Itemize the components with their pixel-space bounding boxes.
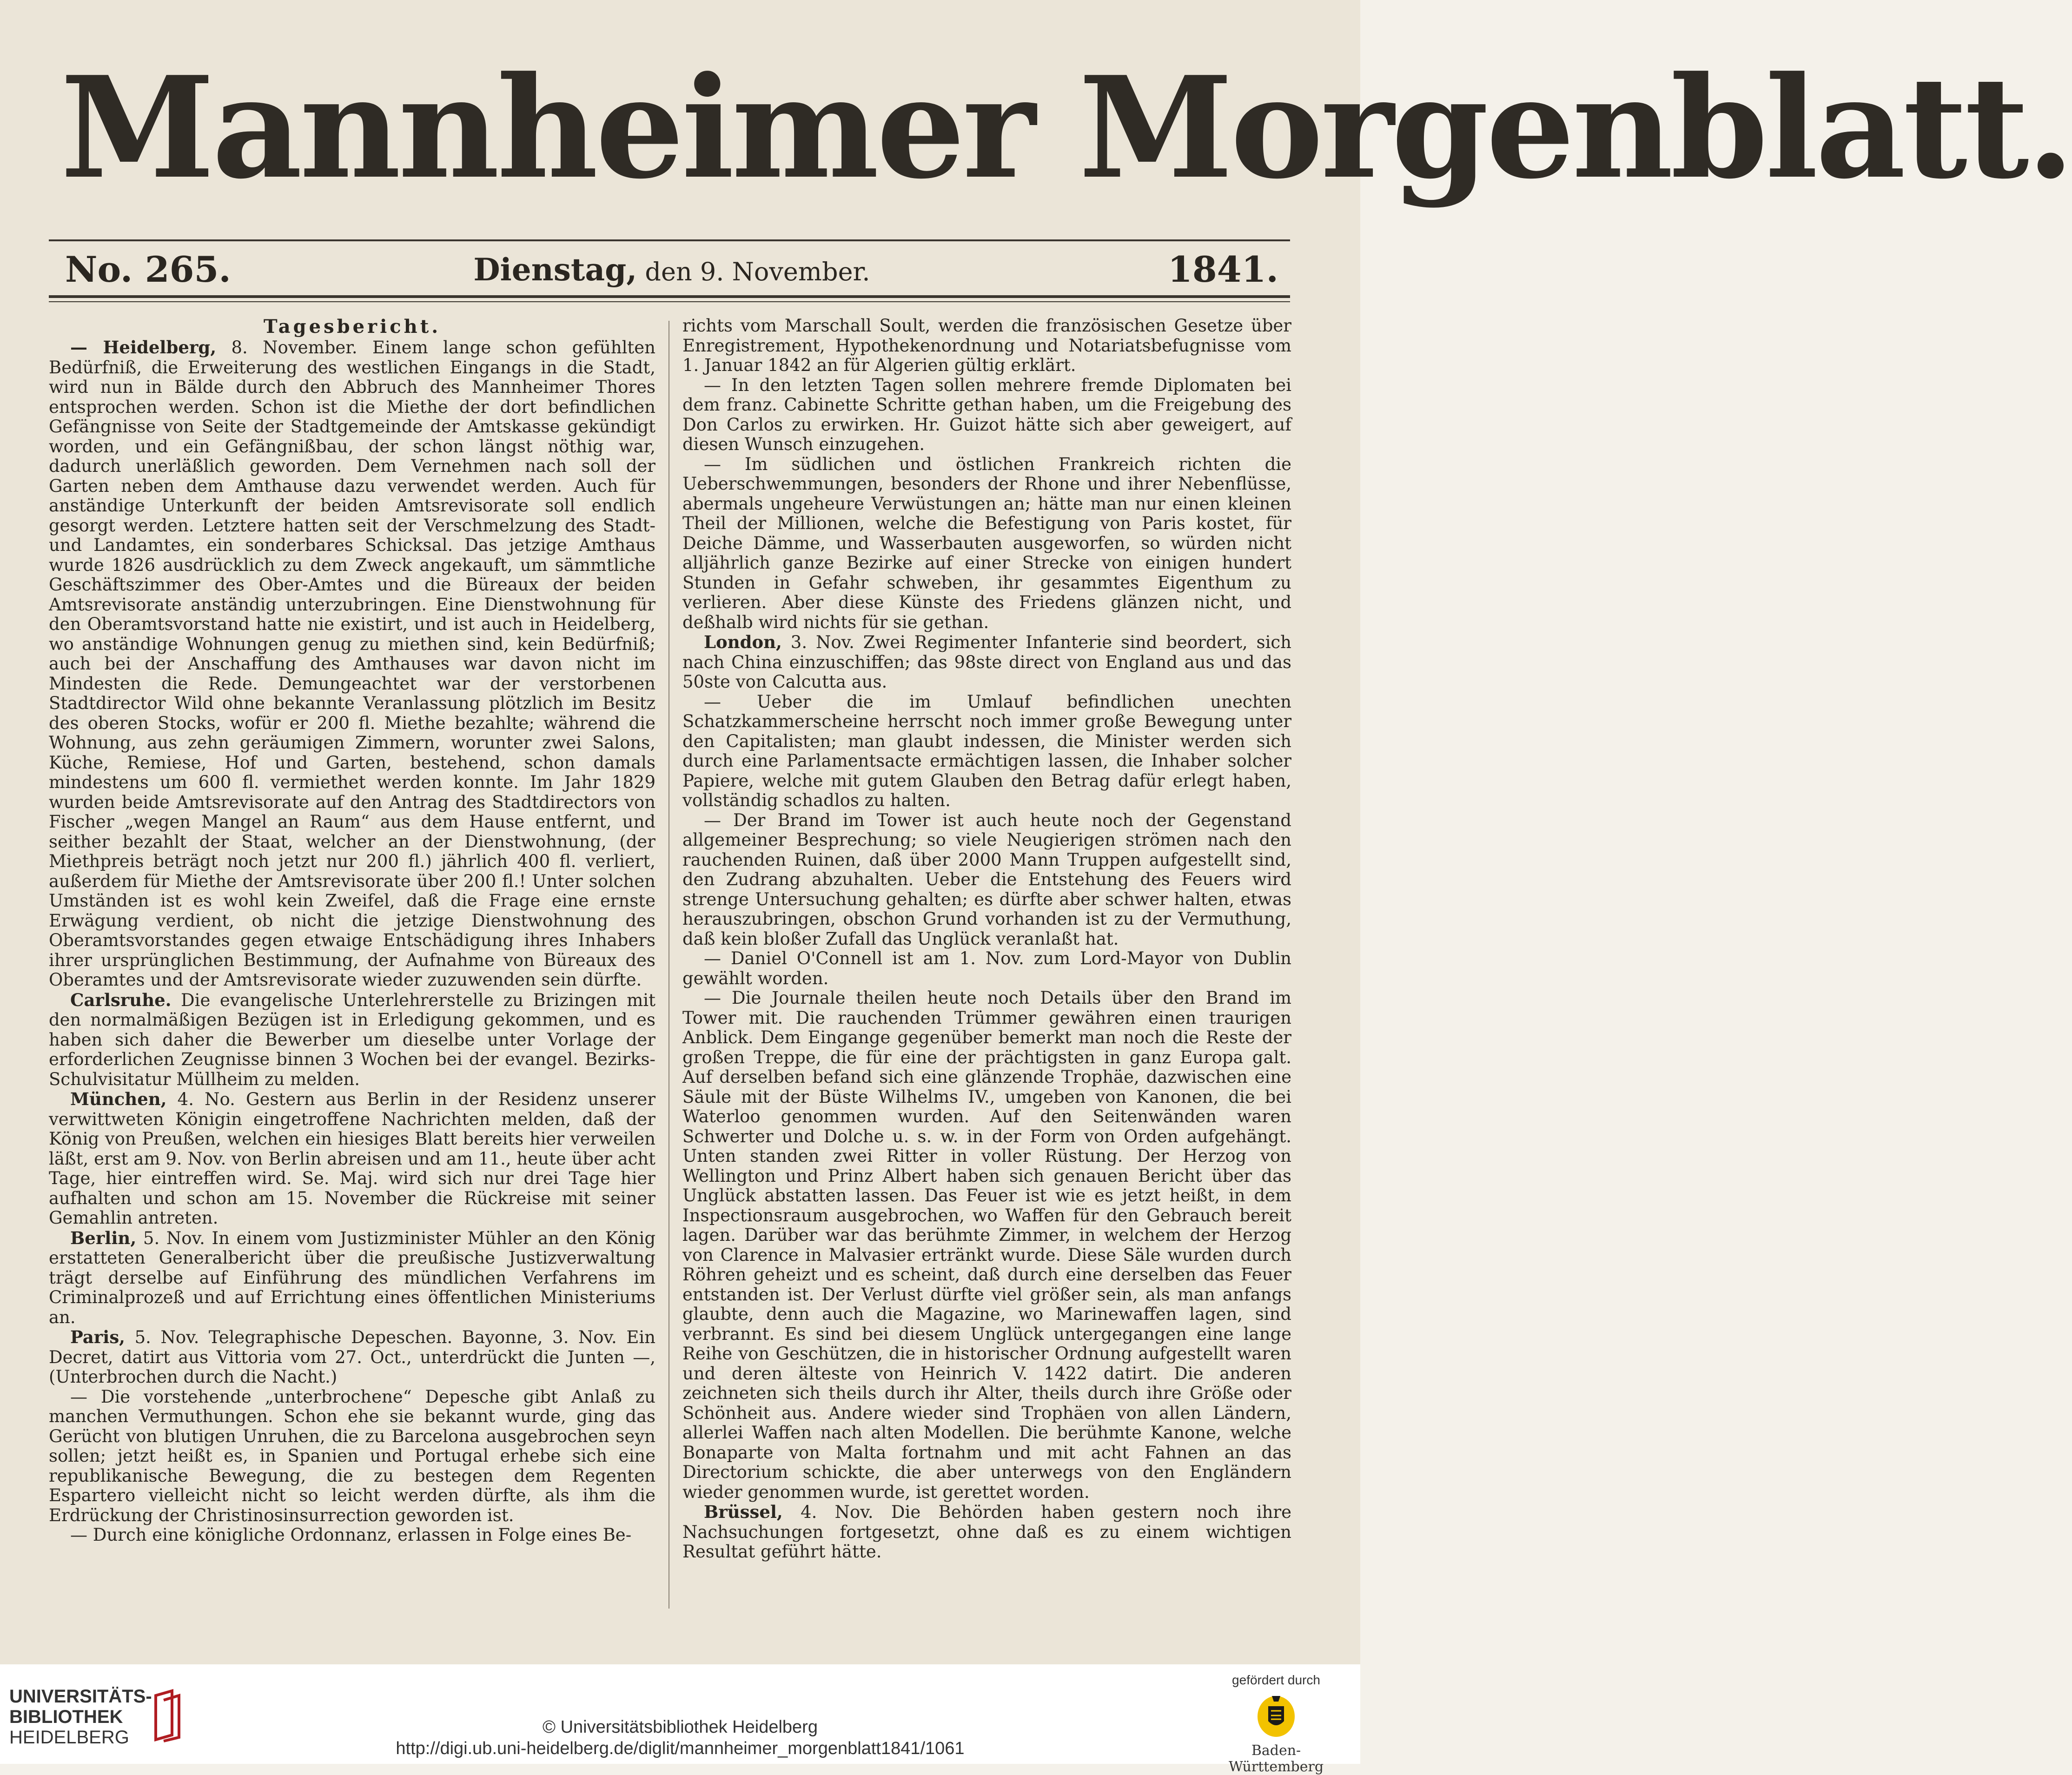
article-place: München, [70,1089,167,1109]
article-place: Paris, [70,1327,126,1347]
viewer-footer [0,1664,1360,1775]
section-heading: Tagesbericht. [263,316,441,338]
copyright-text: © Universitätsbibliothek Heidelberg [543,1717,818,1737]
article [682,949,1291,988]
permalink-url[interactable]: http://digi.ub.uni-heidelberg.de/diglit/mannheimer_morgenblatt1841/1061 [396,1739,965,1758]
library-logo-line1: UNIVERSITÄTS- [9,1686,152,1707]
article [682,692,1291,811]
library-logo-line3: HEIDELBERG [9,1727,129,1748]
article-place: — Heidelberg, [70,337,217,358]
article-text: 5. Nov. Telegraphische Depeschen. Bayonne, 3. Nov. Ein Decret, datirt aus Vittoria vom 27. Oct., unterdrückt die Junten —, (Unterbrochen durch die Nacht.) [49,1327,655,1387]
dateline [65,246,1278,293]
sponsor-label: gefördert durch [1232,1673,1320,1687]
article-text: — Ueber die im Umlauf befindlichen unechten Schatzkammerscheine herrscht noch immer große Bewegung unter den Capitalisten; man glaubt indessen, die Minister werden sich durch eine Parlamentsacte ermächtigen lassen, die Inhaber solcher Papiere, welche mit gutem Glauben den Betrag dafür erlegt haben, vollständig schadlos zu halten. [682,691,1291,810]
issue-weekday: Dienstag, [473,252,637,288]
article-text: 3. Nov. Zwei Regimenter Infanterie sind beordert, sich nach China einzuschiffen; das 98ste direct von England aus und das 50ste von Calcutta aus. [682,632,1291,692]
article-text: — Die vorstehende „unterbrochene“ Depesche gibt Anlaß zu manchen Vermuthungen. Schon ehe sie bekannt wurde, ging das Gerücht von blutigen Unruhen, die zu Barcelona ausgebrochen seyn sollen; jetzt heißt es, in Spanien und Portugal erhebe sich eine republikanische Bewegung, die zu bestegen dem Regenten Espartero vielleicht nicht so leicht werden dürfte, als ihm die Erdrückung der Christinosinsurrection geworden ist. [49,1386,655,1525]
library-logo-line2: BIBLIOTHEK [9,1707,123,1727]
article-text: — Die Journale theilen heute noch Details über den Brand im Tower mit. Die rauchenden Trümmer gewähren einen traurigen Anblick. Dem Eingange gegenüber bemerkt man noch die Reste der großen Treppe, die für eine der prächtigsten in ganz Europa galt. Auf derselben befand sich eine glänzende Trophäe, dazwischen eine Säule mit der Büste Wilhelms IV., umgeben von Kanonen, die bei Waterloo genommen wurden. Auf den Seitenwänden waren Schwerter und Dolche u. s. w. in der Form von Orden aufgehängt. Unten standen zwei Ritter in voller Rüstung. Der Herzog von Wellington und Prinz Albert haben sich genauen Bericht über das Unglück abstatten lassen. Das Feuer ist wie es jetzt heißt, in dem Inspectionsraum ausgebrochen, wo Waffen für den Gebrauch bereit lagen. Darüber war das berühmte Zimmer, in welchem der Herzog von Clarence in Malvasier ertränkt wurde. Diese Säle wurden durch Röhren geheizt und es scheint, daß durch eine derselben das Feuer entstanden ist. Der Verlust dürfte viel größer sein, als man anfangs glaubte, denn auch die Magazine, wo Marinewaffen lagen, sind verbrannt. Es sind bei diesem Unglück untergegangen eine lange Reihe von Geschützen, die in historischer Ordnung aufgestellt waren und deren älteste von Heinrich V. 1422 datirt. Die anderen zeichneten sich theils durch ihr Alter, theils durch ihre Größe oder Schönheit aus. Andere wieder sind Trophäen von allen Ländern, allerlei Waffen nach alten Modellen. Die berühmte Kanone, welche Bonaparte von Malta fortnahm und mit acht Fahnen an das Directorium schickte, die aber unterwegs von den Engländern wieder genommen wurde, ist gerettet worden. [682,988,1291,1502]
article-place: Carlsruhe. [70,989,172,1010]
article-text: — Der Brand im Tower ist auch heute noch der Gegenstand allgemeiner Besprechung; so viele Neugierigen strömen nach den rauchenden Ruinen, daß über 2000 Mann Truppen aufgestellt sind, den Zudrang abzuhalten. Ueber die Entstehung des Feuers wird strenge Untersuchung gehalten; es dürfte aber schwer halten, etwas herauszubringen, obschon Grund vorhanden ist zu der Vermuthung, daß kein bloßer Zufall das Unglück veranlaßt hat. [682,810,1291,949]
article-place: Brüssel, [704,1502,783,1522]
article [49,1525,655,1545]
article [682,455,1291,633]
masthead-title: Mannheimer Morgenblatt. [60,46,2072,210]
article-text: 4. No. Gestern aus Berlin in der Residenz unserer verwittweten Königin eingetroffene Nachrichten melden, daß der König von Preußen, welchen ein hiesiges Blatt bereits hier verweilen läßt, erst am 9. Nov. von Berlin abreisen und am 11., heute über acht Tage, hier eintreffen wird. Se. Maj. wird sich nur drei Tage hier aufhalten und schon am 15. November die Rückreise mit seiner Gemahlin antreten. [49,1089,656,1228]
sponsor-name: Baden-Württemberg [1228,1742,1324,1775]
article-place: Berlin, [70,1227,137,1248]
masthead-rule-bottom [49,295,1290,298]
article [49,990,655,1090]
sponsor-block[interactable] [1209,1673,1344,1775]
article [682,316,1291,376]
article-text: richts vom Marschall Soult, werden die französischen Gesetze über Enregistrement, Hypothekenordnung und Notariatsbefugnisse vom 1. Januar 1842 an für Algerien gültig erklärt. [682,316,1291,375]
article-text: Die evangelische Unterlehrerstelle zu Brizingen mit den normalmäßigen Bezügen ist in Erledigung gekommen, und es haben sich daher die Bewerber um dieselbe unter Vorlage der erforderlichen Zeugnisse binnen 3 Wochen bei der evangel. Bezirks-Schulvisitatur Müllheim zu melden. [49,990,655,1089]
masthead-rule-thin [49,301,1290,302]
article [682,988,1291,1502]
article [49,338,655,990]
coat-of-arms-icon [1255,1692,1297,1739]
article [682,632,1291,692]
article-text: — Durch eine königliche Ordonnanz, erlassen in Folge eines Be- [70,1525,632,1545]
article [682,376,1291,455]
article [682,811,1291,949]
issue-day-month: den 9. November. [645,257,870,286]
article-text: — Im südlichen und östlichen Frankreich richten die Ueberschwemmungen, besonders der Rhone und ihrer Nebenflüsse, abermals ungeheure Verwüstungen an; hätte man nur einen kleinen Theil der Millionen, welche die Befestigung von Paris kostet, für Deiche Dämme, und Wasserbauten ausgeworfen, so würden nicht alljährlich ganze Bezirke auf einer Strecke von einigen hundert Stunden in Gefahr schweben, ihr gesammtes Eigenthum zu verlieren. Aber diese Künste des Friedens glänzen nicht, und deßhalb wird nichts für sie gethan. [682,454,1291,632]
left-column [49,316,655,1609]
article-text: — In den letzten Tagen sollen mehrere fremde Diplomaten bei dem franz. Cabinette Schritte gethan haben, um die Freigebung des Don Carlos zu erwirken. Hr. Guizot hätte sich aber geweigert, auf diesen Wunsch einzugehen. [682,375,1291,454]
article [49,1089,655,1228]
issue-year: 1841. [1168,249,1278,290]
article [49,1387,655,1526]
copyright-block [0,1716,1360,1759]
article [49,1228,655,1328]
article [682,1502,1291,1562]
article-text: 8. November. Einem lange schon gefühlten Bedürfniß, die Erweiterung des westlichen Eingangs in die Stadt, wird nun in Bälde durch den Abbruch des Mannheimer Thores entsprochen werden. Schon ist die Miethe der dort befindlichen Gefängnisse von Seite der Stadtgemeinde der Amtskasse gekündigt worden, und ein Gefängnißbau, der schon längst nöthig war, dadurch unerläßlich geworden. Dem Vernehmen nach soll der Garten neben dem Amthause dazu verwendet werden. Auch für anständige Unterkunft der beiden Amtsrevisorate soll endlich gesorgt werden. Letztere hatten seit der Verschmelzung des Stadt- und Landamtes, ein sonderbares Schicksal. Das jetzige Amthaus wurde 1826 ausdrücklich zu dem Zweck angekauft, um sämmtliche Geschäftszimmer des Ober-Amtes und die Büreaux der beiden Amtsrevisorate anständig unterzubringen. Eine Dienstwohnung für den Oberamtsvorstand hatte nie existirt, und ist auch in Heidelberg, wo anständige Wohnungen genug zu miethen sind, kein Bedürfniß; auch bei der Anschaffung des Amthauses war davon nicht im Mindesten die Rede. Demungeachtet war der verstorbenen Stadtdirector Wild ohne bekannte Veranlassung plötzlich im Besitz des oberen Stocks, wofür er 200 fl. Miethe bezahlte; während die Wohnung, aus zehn geräumigen Zimmern, worunter zwei Salons, Küche, Remiese, Hof und Garten, bestehend, schon damals mindestens um 600 fl. vermiethet werden konnte. Im Jahr 1829 wurden beide Amtsrevisorate auf den Antrag des Stadtdirectors von Fischer „wegen Mangel an Raum“ aus dem Hause entfernt, und seither bezahlt der Staat, welcher an der Dienstwohnung, (der Miethpreis beträgt noch jetzt nur 200 fl.) jährlich 400 fl. verliert, außerdem für Miethe der Amtsrevisorate über 200 fl.! Unter solchen Umständen ist es wohl kein Zweifel, daß die Frage eine ernste Erwägung verdient, ob nicht die jetzige Dienstwohnung des Oberamtsvorstandes gegen etwaige Entschädigung ihres Inhabers ihrer ursprünglichen Bestimmung, der Aufnahme von Büreaux des Oberamtes und der Amtsrevisorate wieder zuzuwenden sein dürfte. [49,338,656,990]
masthead-rule-top [49,239,1290,241]
right-column [682,316,1291,1609]
article-place: London, [704,632,782,652]
issue-number: No. 265. [65,249,231,290]
article [49,1327,655,1387]
issue-date [65,246,1278,295]
article-text: — Daniel O'Connell ist am 1. Nov. zum Lord-Mayor von Dublin gewählt worden. [682,948,1291,988]
article-text: 4. Nov. Die Behörden haben gestern noch ihre Nachsuchungen fortgesetzt, ohne daß es zu einem wichtigen Resultat geführt hätte. [682,1502,1291,1562]
article-text: 5. Nov. In einem vom Justizminister Mühler an den König erstatteten Generalbericht über die preußische Justizverwaltung trägt derselbe auf Einführung des mündlichen Verfahrens im Criminalprozeß und auf Errichtung eines öffentlichen Ministeriums an. [49,1228,656,1327]
